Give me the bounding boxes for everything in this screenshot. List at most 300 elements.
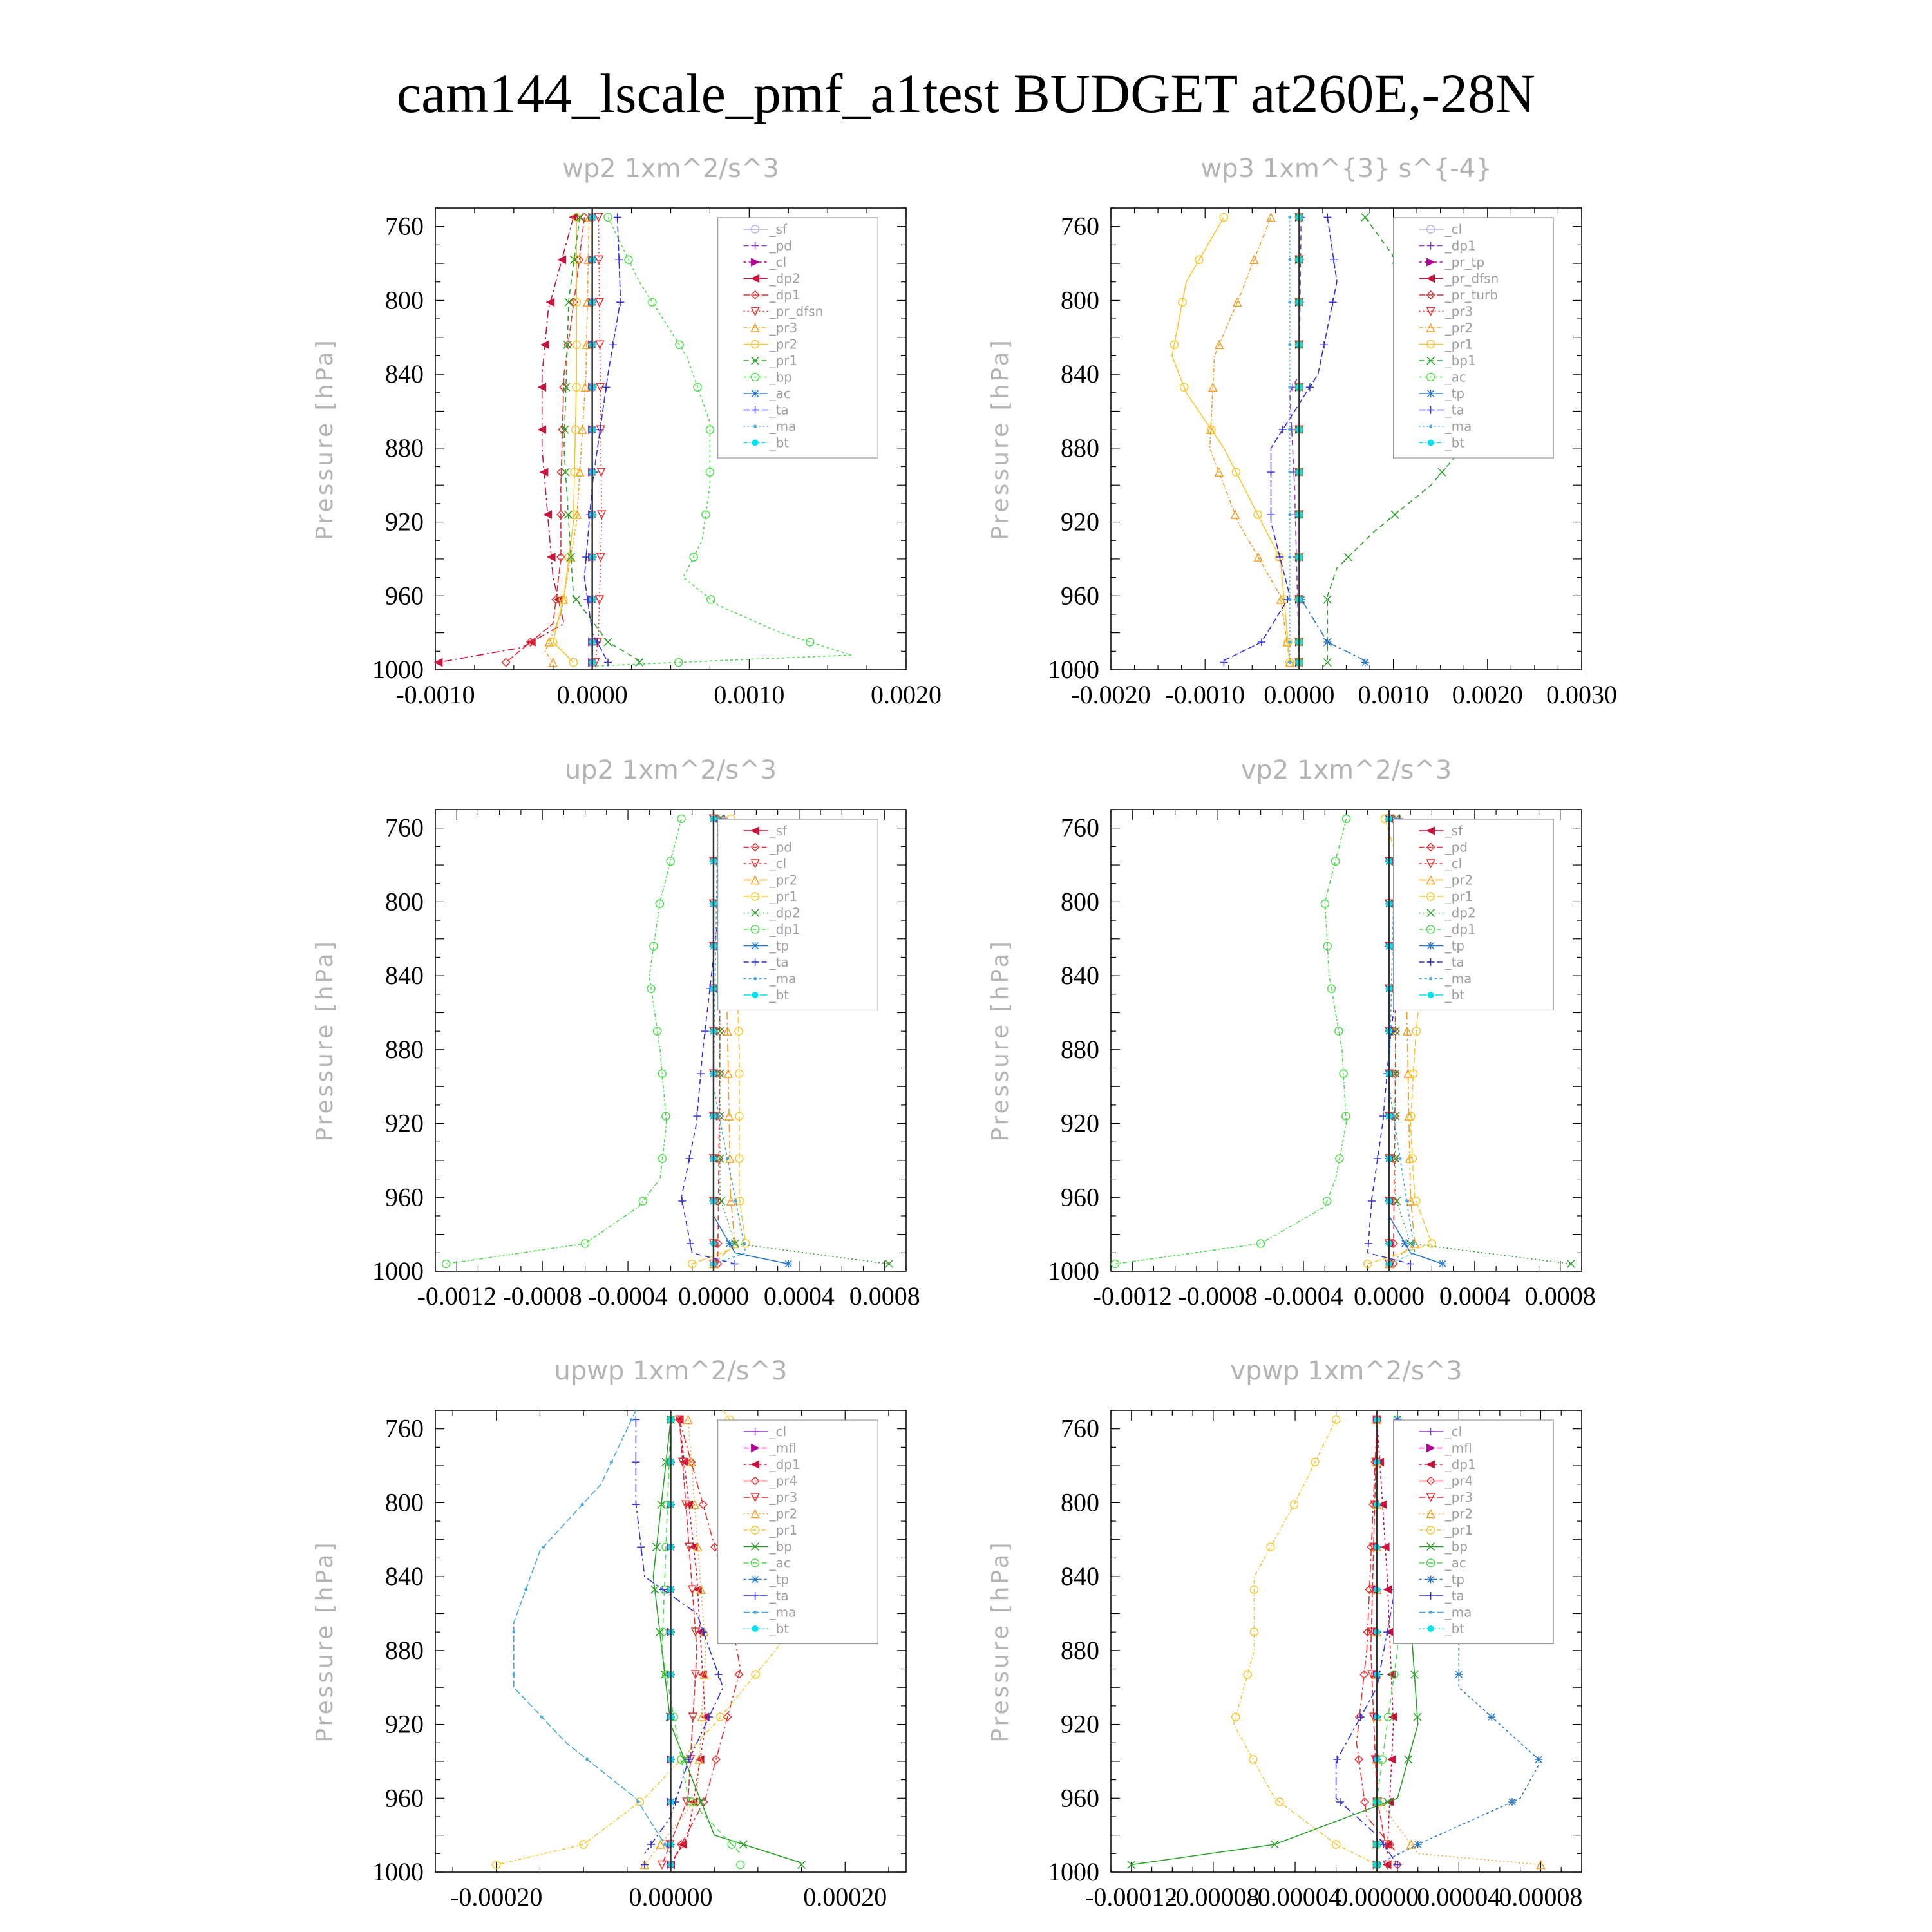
legend-label: _pr1 xyxy=(769,1522,798,1538)
legend-label: _dp1 xyxy=(1444,238,1476,254)
data-point xyxy=(637,1543,645,1551)
x-tick-label: 0.0000 xyxy=(1353,1282,1425,1311)
data-point xyxy=(701,1027,709,1035)
data-point xyxy=(544,511,551,518)
y-tick-label: 880 xyxy=(1061,433,1099,462)
legend-label: _bp xyxy=(769,1539,792,1555)
chart-panel-4 xyxy=(987,755,1596,1311)
series-line xyxy=(439,217,574,662)
legend-label: _ta xyxy=(1444,954,1464,970)
y-tick-label: 760 xyxy=(1061,1414,1099,1443)
data-point xyxy=(632,1458,639,1466)
legend-label: _tp xyxy=(1444,386,1465,401)
legend-marker xyxy=(752,440,759,446)
legend-label: _pr1 xyxy=(769,889,798,904)
data-point xyxy=(678,1197,686,1205)
legend-marker xyxy=(1429,1611,1432,1614)
data-point xyxy=(1405,1200,1408,1203)
series-line xyxy=(1336,1419,1397,1864)
data-point xyxy=(1401,1240,1409,1247)
legend xyxy=(1394,218,1554,458)
y-axis-label: Pressure [hPa] xyxy=(312,939,338,1142)
y-tick-label: 1000 xyxy=(1048,1256,1099,1285)
data-point xyxy=(1344,553,1352,561)
series-line xyxy=(645,1419,706,1864)
data-point xyxy=(685,1155,693,1162)
data-point xyxy=(1361,213,1369,221)
data-point xyxy=(1391,511,1399,518)
data-point xyxy=(1323,638,1331,646)
series-line xyxy=(1210,217,1290,662)
data-point xyxy=(737,1861,744,1869)
legend-label: _mfl xyxy=(1444,1440,1472,1456)
series-line xyxy=(514,1410,671,1853)
data-point xyxy=(1383,1861,1391,1869)
legend-label: _dp2 xyxy=(1444,905,1476,921)
y-tick-label: 1000 xyxy=(1048,655,1099,684)
data-point xyxy=(1288,556,1291,559)
chart-panel-1 xyxy=(312,154,942,709)
data-point xyxy=(1279,426,1287,433)
data-point xyxy=(1288,343,1291,346)
data-point xyxy=(1267,1543,1274,1551)
legend-marker xyxy=(752,942,759,950)
legend-label: _pd xyxy=(1444,839,1468,855)
legend-marker xyxy=(752,1576,759,1584)
series-dp1 xyxy=(442,815,686,1267)
y-tick-label: 760 xyxy=(385,1414,424,1443)
data-point xyxy=(726,1157,729,1160)
legend-label: _ma xyxy=(769,971,797,987)
legend-marker xyxy=(1428,992,1434,998)
legend-label: _pd xyxy=(769,839,792,855)
y-tick-label: 920 xyxy=(385,1108,424,1138)
data-point xyxy=(1399,1157,1402,1160)
legend-label: _pr_dfsn xyxy=(1444,270,1499,287)
x-tick-label: 0.0020 xyxy=(1452,680,1523,709)
legend-marker xyxy=(1427,1576,1435,1584)
data-point xyxy=(715,1671,723,1678)
chart-panel-6 xyxy=(987,1356,1582,1911)
series-ma xyxy=(1288,216,1291,664)
data-point xyxy=(1320,341,1328,348)
y-tick-label: 920 xyxy=(1061,1108,1099,1138)
legend-label: _pr2 xyxy=(1444,872,1473,888)
x-tick-label: 0.0010 xyxy=(1358,680,1429,709)
data-point xyxy=(1232,1713,1240,1721)
legend-label: _ta xyxy=(1444,402,1464,418)
y-tick-label: 1000 xyxy=(372,1256,424,1285)
data-point xyxy=(585,1758,589,1761)
legend-label: _bp1 xyxy=(1444,353,1476,368)
series-ma xyxy=(512,1410,672,1866)
data-point xyxy=(806,638,814,646)
y-tick-label: 800 xyxy=(1061,887,1099,916)
data-point xyxy=(632,1501,640,1508)
data-point xyxy=(1288,258,1291,261)
data-point xyxy=(1439,1260,1446,1268)
data-point xyxy=(616,298,624,306)
legend-label: _cl xyxy=(1444,1424,1463,1439)
y-tick-label: 880 xyxy=(385,1034,424,1064)
data-point xyxy=(610,1461,613,1464)
data-point xyxy=(1290,1501,1298,1508)
data-point xyxy=(547,298,554,306)
data-point xyxy=(739,1841,747,1848)
legend-label: _bt xyxy=(1444,435,1465,451)
chart-title: vp2 1xm^2/s^3 xyxy=(1240,755,1452,785)
legend-label: _ac xyxy=(1444,1555,1466,1571)
legend-label: _ma xyxy=(769,419,797,434)
legend-label: _pr1 xyxy=(1444,889,1473,904)
legend-label: _cl xyxy=(769,856,787,871)
legend-label: _bp xyxy=(1444,1539,1468,1555)
legend-label: _pr2 xyxy=(1444,1506,1473,1522)
data-point xyxy=(1438,468,1446,476)
data-point xyxy=(615,256,623,263)
data-point xyxy=(1333,1756,1341,1763)
y-tick-label: 960 xyxy=(385,1783,424,1813)
y-tick-label: 760 xyxy=(1061,813,1099,842)
y-tick-label: 1000 xyxy=(372,1857,424,1886)
page-title: cam144_lscale_pmf_a1test BUDGET at260E,-28N xyxy=(396,62,1536,124)
series-pr1 xyxy=(1232,1416,1381,1868)
data-point xyxy=(743,1242,746,1245)
x-tick-label: -0.00004 xyxy=(1249,1882,1341,1911)
y-tick-label: 1000 xyxy=(1048,1857,1099,1886)
legend xyxy=(718,218,878,458)
y-tick-label: 960 xyxy=(385,581,424,611)
data-point xyxy=(1392,1115,1396,1118)
data-point xyxy=(1394,1861,1401,1869)
legend-label: _ma xyxy=(1444,971,1472,987)
data-point xyxy=(609,341,617,348)
x-tick-label: 0.00020 xyxy=(803,1882,887,1911)
data-point xyxy=(1258,638,1265,646)
legend-label: _ma xyxy=(769,1604,797,1620)
data-point xyxy=(726,1240,734,1247)
y-tick-label: 960 xyxy=(1061,1182,1099,1212)
y-tick-label: 1000 xyxy=(372,655,424,684)
data-point xyxy=(657,1841,665,1848)
legend-label: _ac xyxy=(1444,369,1466,385)
data-point xyxy=(512,1673,515,1676)
legend-label: _pr3 xyxy=(1444,303,1473,319)
y-tick-label: 920 xyxy=(385,507,424,536)
legend-label: _pd xyxy=(769,238,792,254)
y-tick-label: 800 xyxy=(1061,285,1099,315)
legend-label: _ma xyxy=(1444,419,1472,434)
legend-marker xyxy=(1429,977,1432,980)
x-tick-label: -0.0010 xyxy=(1165,680,1245,709)
series-pr1 xyxy=(1170,213,1293,666)
x-tick-label: 0.0000 xyxy=(1264,680,1335,709)
series-line xyxy=(1224,217,1336,660)
legend-marker xyxy=(753,977,757,980)
legend-label: _tp xyxy=(1444,938,1465,954)
legend-label: _pr3 xyxy=(769,1490,798,1505)
series-pr3 xyxy=(545,213,593,666)
data-point xyxy=(697,1798,705,1806)
data-point xyxy=(1368,1197,1376,1205)
chart-panel-3 xyxy=(312,755,920,1311)
data-point xyxy=(734,1200,737,1203)
data-point xyxy=(1288,598,1291,601)
series-line xyxy=(1234,1419,1378,1864)
data-point xyxy=(558,256,565,263)
y-axis-label: Pressure [hPa] xyxy=(987,337,1014,540)
data-point xyxy=(697,1070,705,1077)
x-tick-label: 0.0000 xyxy=(556,680,628,709)
y-tick-label: 880 xyxy=(1061,1034,1099,1064)
data-point xyxy=(1374,1155,1381,1162)
chart-title: upwp 1xm^2/s^3 xyxy=(554,1356,788,1386)
data-point xyxy=(1508,1798,1516,1806)
legend-label: _dp1 xyxy=(1444,922,1476,937)
x-tick-label: -0.0010 xyxy=(395,680,475,709)
legend-marker xyxy=(753,425,757,428)
data-point xyxy=(580,1841,587,1848)
legend-label: _sf xyxy=(1444,823,1463,838)
y-tick-label: 840 xyxy=(385,1562,424,1591)
series-line xyxy=(1299,217,1365,660)
x-tick-label: 0.00000 xyxy=(1335,1882,1419,1911)
legend-marker xyxy=(752,390,759,397)
y-tick-label: 960 xyxy=(1061,1783,1099,1813)
legend-label: _pr3 xyxy=(769,320,798,336)
series-dp1 xyxy=(1112,815,1350,1267)
y-tick-label: 840 xyxy=(1061,1562,1099,1591)
chart-title: wp2 1xm^2/s^3 xyxy=(562,154,779,184)
legend-label: _pr4 xyxy=(769,1473,798,1489)
legend-label: _cl xyxy=(769,254,787,270)
data-point xyxy=(512,1631,515,1634)
y-tick-label: 960 xyxy=(385,1182,424,1212)
data-point xyxy=(707,596,715,603)
data-point xyxy=(630,1418,633,1421)
data-point xyxy=(573,596,580,603)
data-point xyxy=(1406,1260,1414,1268)
data-point xyxy=(1488,1713,1495,1721)
x-tick-label: -0.00020 xyxy=(450,1882,543,1911)
legend-label: _mfl xyxy=(769,1440,797,1456)
y-tick-label: 800 xyxy=(385,285,424,315)
y-tick-label: 920 xyxy=(1061,1709,1099,1739)
x-tick-label: 0.0008 xyxy=(1524,1282,1596,1311)
data-point xyxy=(604,659,612,667)
legend-label: _bt xyxy=(769,987,790,1003)
y-tick-label: 760 xyxy=(385,211,424,241)
legend-label: _dp1 xyxy=(769,922,800,937)
data-point xyxy=(685,1756,693,1763)
legend-marker xyxy=(752,1625,759,1632)
legend-label: _pr1 xyxy=(1444,1522,1473,1538)
x-tick-label: 0.00008 xyxy=(1499,1882,1583,1911)
legend-label: _dp1 xyxy=(769,1457,800,1472)
data-point xyxy=(687,1240,694,1247)
data-point xyxy=(1361,659,1369,667)
x-tick-label: 0.0020 xyxy=(871,680,942,709)
y-tick-label: 960 xyxy=(1061,581,1099,611)
legend-label: _ta xyxy=(769,1588,789,1604)
legend-marker xyxy=(1427,942,1435,950)
legend-label: _cl xyxy=(1444,222,1463,237)
series-line xyxy=(1377,1419,1393,1853)
series-ta xyxy=(1220,213,1337,666)
y-tick-label: 760 xyxy=(1061,211,1099,241)
data-point xyxy=(1288,386,1291,389)
chart-title: vpwp 1xm^2/s^3 xyxy=(1230,1356,1463,1386)
data-point xyxy=(632,1416,639,1423)
y-tick-label: 840 xyxy=(385,961,424,990)
legend-marker xyxy=(752,992,759,998)
data-point xyxy=(1267,468,1275,476)
legend-label: _pr2 xyxy=(769,1506,798,1522)
data-point xyxy=(540,1716,544,1719)
legend xyxy=(1394,1420,1554,1644)
data-point xyxy=(1332,857,1340,865)
legend-label: _tp xyxy=(1444,1571,1465,1587)
legend-label: _bt xyxy=(1444,1621,1465,1636)
y-tick-label: 920 xyxy=(1061,507,1099,536)
legend-label: _pr1 xyxy=(769,353,798,368)
data-point xyxy=(717,1115,721,1118)
legend-label: _dp1 xyxy=(1444,1457,1476,1472)
legend-label: _tp xyxy=(769,938,790,954)
x-tick-label: 0.0008 xyxy=(849,1282,920,1311)
data-point xyxy=(581,1503,584,1506)
x-tick-label: 0.0004 xyxy=(763,1282,835,1311)
legend-label: _dp2 xyxy=(769,905,800,921)
chart-title: wp3 1xm^{3} s^{-4} xyxy=(1200,154,1492,184)
data-point xyxy=(663,1842,667,1846)
legend-marker xyxy=(753,1611,757,1614)
data-point xyxy=(1288,640,1291,643)
legend-label: _bt xyxy=(769,1621,790,1636)
data-point xyxy=(1567,1260,1575,1268)
legend-label: _pr3 xyxy=(1444,1490,1473,1505)
data-point xyxy=(1383,1628,1391,1636)
x-tick-label: -0.0012 xyxy=(1092,1282,1172,1311)
x-tick-label: -0.0012 xyxy=(417,1282,497,1311)
legend-label: _bt xyxy=(769,435,790,451)
y-axis-label: Pressure [hPa] xyxy=(312,1540,338,1743)
legend-label: _cl xyxy=(769,1424,787,1439)
y-tick-label: 840 xyxy=(1061,359,1099,389)
data-point xyxy=(658,1861,666,1869)
data-point xyxy=(1288,428,1291,431)
y-axis-label: Pressure [hPa] xyxy=(987,1540,1014,1743)
series-line xyxy=(446,819,682,1264)
data-point xyxy=(1455,1671,1463,1678)
x-tick-label: -0.0004 xyxy=(588,1282,668,1311)
x-tick-label: 0.0004 xyxy=(1439,1282,1510,1311)
legend-label: _pr1 xyxy=(1444,336,1473,352)
legend-label: _bp xyxy=(769,369,792,385)
data-point xyxy=(1288,513,1291,516)
data-point xyxy=(1244,1671,1251,1678)
data-point xyxy=(1267,511,1275,518)
legend xyxy=(718,1420,878,1644)
data-point xyxy=(1365,1240,1372,1247)
chart-panel-5 xyxy=(312,1356,906,1911)
data-point xyxy=(1405,1756,1412,1763)
legend-label: _pr_dfsn xyxy=(769,303,824,319)
legend-label: _ma xyxy=(1444,1604,1472,1620)
x-tick-label: 0.00000 xyxy=(629,1882,713,1911)
data-point xyxy=(636,659,643,667)
legend-label: _ta xyxy=(769,954,789,970)
chart-panel-2 xyxy=(987,154,1617,709)
y-tick-label: 800 xyxy=(1061,1488,1099,1517)
data-point xyxy=(636,1801,639,1804)
data-point xyxy=(1412,1242,1415,1245)
data-point xyxy=(614,213,621,221)
legend-label: _ac xyxy=(769,386,791,401)
x-tick-label: -0.00012 xyxy=(1085,1882,1178,1911)
legend-label: _pr2 xyxy=(769,336,798,352)
series-line xyxy=(1115,819,1347,1264)
legend-label: _dp2 xyxy=(769,270,800,287)
legend-label: _dp1 xyxy=(769,287,800,303)
legend-label: _ta xyxy=(769,402,789,418)
legend-label: _sf xyxy=(769,222,788,237)
legend-marker xyxy=(1429,425,1432,428)
y-tick-label: 800 xyxy=(385,887,424,916)
series-pr2 xyxy=(641,1416,708,1868)
data-point xyxy=(1329,298,1336,306)
legend-label: _sf xyxy=(769,823,788,838)
data-point xyxy=(1388,1756,1396,1763)
legend-label: _ta xyxy=(1444,1588,1464,1604)
y-tick-label: 880 xyxy=(385,1635,424,1665)
legend-label: _cl xyxy=(1444,856,1463,871)
data-point xyxy=(649,298,656,306)
y-axis-label: Pressure [hPa] xyxy=(312,337,338,540)
series-line xyxy=(545,217,589,662)
legend-label: _pr_turb xyxy=(1444,287,1498,303)
series-ta xyxy=(632,1416,723,1868)
series-line xyxy=(636,1419,723,1853)
legend-label: _tp xyxy=(769,1571,790,1587)
data-point xyxy=(1323,213,1331,221)
data-point xyxy=(1288,471,1291,474)
y-tick-label: 800 xyxy=(385,1488,424,1517)
y-tick-label: 920 xyxy=(385,1709,424,1739)
data-point xyxy=(582,1240,589,1247)
y-tick-label: 880 xyxy=(1061,1635,1099,1665)
data-point xyxy=(538,383,546,391)
legend-label: _ac xyxy=(769,1555,791,1571)
y-tick-label: 880 xyxy=(385,433,424,462)
data-point xyxy=(731,1260,739,1268)
legend-marker xyxy=(1427,390,1435,397)
data-point xyxy=(784,1260,792,1268)
data-point xyxy=(542,1546,545,1549)
data-point xyxy=(693,1112,701,1120)
legend-label: _bt xyxy=(1444,987,1465,1003)
legend-marker xyxy=(1428,1625,1434,1632)
series-tp xyxy=(1295,213,1368,666)
x-tick-label: 0.0000 xyxy=(677,1282,749,1311)
y-tick-label: 840 xyxy=(385,359,424,389)
data-point xyxy=(1306,383,1314,391)
x-tick-label: -0.0020 xyxy=(1071,680,1151,709)
legend xyxy=(1394,819,1554,1010)
data-point xyxy=(1361,1798,1368,1806)
data-point xyxy=(604,638,612,646)
data-point xyxy=(524,1588,527,1591)
